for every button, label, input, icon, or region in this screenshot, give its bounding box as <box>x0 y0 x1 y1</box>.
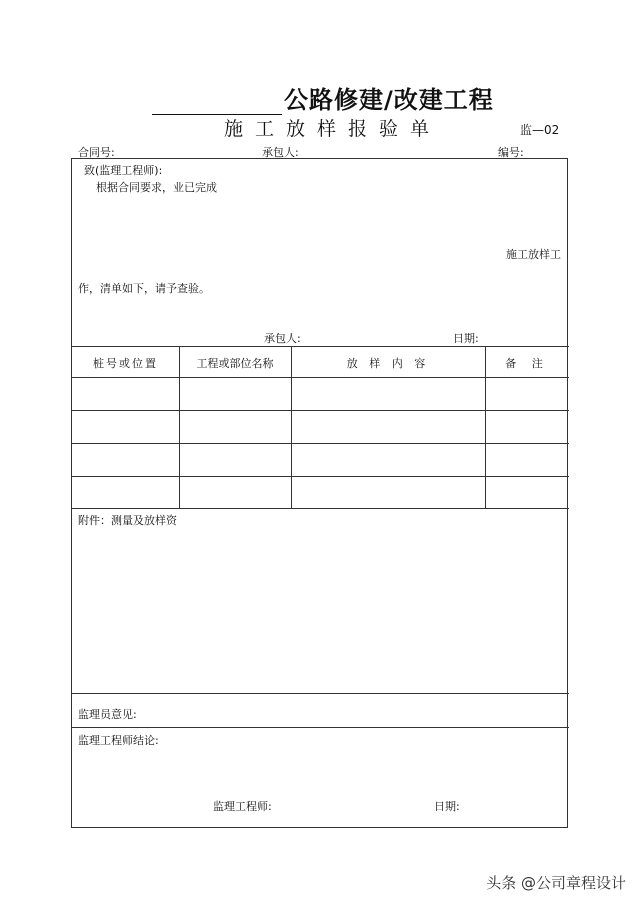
table-bottom-line <box>72 508 569 509</box>
serial-number-label: 编号: <box>498 146 524 159</box>
form-number: 监—02 <box>520 123 560 137</box>
engineer-date-label: 日期: <box>434 800 460 813</box>
engineer-conclusion-label: 监理工程师结论: <box>78 734 159 747</box>
title-blank-line[interactable] <box>152 92 282 115</box>
supervisor-opinion-label: 监理员意见: <box>78 708 137 721</box>
contract-number-label: 合同号: <box>78 146 115 159</box>
column-header-part-name: 工程或部位名称 <box>196 357 274 370</box>
request-line-1: 根据合同要求，业已完成 <box>96 181 217 194</box>
attachment-label: 附件：测量及放样资 <box>78 514 177 527</box>
table-cell[interactable] <box>486 411 569 443</box>
table-cell[interactable] <box>292 477 485 508</box>
document-title <box>152 80 494 115</box>
table-cell[interactable] <box>292 378 485 410</box>
table-cell[interactable] <box>292 444 485 476</box>
opinion-bottom-line <box>72 727 569 728</box>
table-cell[interactable] <box>486 378 569 410</box>
table-cell[interactable] <box>72 378 179 410</box>
watermark-text: 头条 @公司章程设计 <box>486 874 626 892</box>
request-line-3: 作，清单如下，请予查验。 <box>78 282 210 295</box>
table-cell[interactable] <box>72 411 179 443</box>
table-cell[interactable] <box>72 477 179 508</box>
table-cell[interactable] <box>180 477 291 508</box>
column-header-position: 桩号或位置 <box>93 357 158 370</box>
table-cell[interactable] <box>180 444 291 476</box>
addressee-label: 致(监理工程师): <box>84 164 163 177</box>
table-cell[interactable] <box>72 444 179 476</box>
form-frame <box>71 158 568 828</box>
engineer-signature-label: 监理工程师: <box>213 800 272 813</box>
table-top-line <box>72 346 569 347</box>
contractor-label: 承包人: <box>262 146 299 159</box>
table-cell[interactable] <box>486 477 569 508</box>
request-date-label: 日期: <box>453 332 479 345</box>
table-cell[interactable] <box>292 411 485 443</box>
table-cell[interactable] <box>180 411 291 443</box>
column-header-layout-content: 放 样 内 容 <box>346 357 430 370</box>
table-cell[interactable] <box>486 444 569 476</box>
request-contractor-label: 承包人: <box>264 332 301 345</box>
attachment-bottom-line <box>72 693 569 694</box>
title-text: 公路修建/改建工程 <box>284 86 494 114</box>
table-cell[interactable] <box>180 378 291 410</box>
form-subtitle: 施工放样报验单 <box>224 118 442 140</box>
request-line-2-tail: 施工放样工 <box>506 248 561 261</box>
column-header-remarks: 备 注 <box>505 357 549 370</box>
